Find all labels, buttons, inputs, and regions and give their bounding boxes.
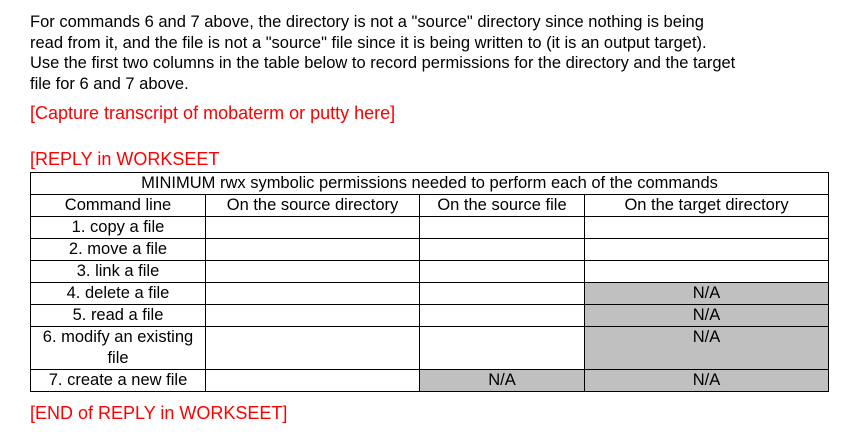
source-file-cell[interactable] <box>420 327 585 370</box>
table-header-row <box>31 195 829 217</box>
target-directory-cell-na: N/A <box>585 305 829 327</box>
command-cell: 4. delete a file <box>31 283 206 305</box>
table-row <box>31 261 829 283</box>
source-directory-cell[interactable] <box>206 217 420 239</box>
command-cell: 1. copy a file <box>31 217 206 239</box>
target-directory-cell[interactable] <box>585 239 829 261</box>
header-target-directory: On the target directory <box>585 195 829 217</box>
header-source-directory: On the source directory <box>206 195 420 217</box>
source-directory-cell[interactable] <box>206 239 420 261</box>
table-row <box>31 239 829 261</box>
source-directory-cell[interactable] <box>206 327 420 370</box>
table-title-row <box>31 173 829 195</box>
instructions-paragraph <box>30 12 830 94</box>
table-row <box>31 283 829 305</box>
source-file-cell[interactable] <box>420 217 585 239</box>
target-directory-cell[interactable] <box>585 217 829 239</box>
source-file-cell[interactable] <box>420 239 585 261</box>
table-row <box>31 327 829 370</box>
table-title: MINIMUM rwx symbolic permissions needed to perform each of the commands <box>31 173 829 195</box>
source-directory-cell[interactable] <box>206 261 420 283</box>
source-file-cell[interactable] <box>420 261 585 283</box>
command-cell: 7. create a new file <box>31 370 206 392</box>
table-row <box>31 217 829 239</box>
command-cell: 5. read a file <box>31 305 206 327</box>
command-cell: 6. modify an existing file <box>31 327 206 370</box>
header-source-file: On the source file <box>420 195 585 217</box>
source-directory-cell[interactable] <box>206 305 420 327</box>
source-file-cell-na: N/A <box>420 370 585 392</box>
table-row <box>31 370 829 392</box>
permissions-table <box>30 172 829 392</box>
reply-start-marker: [REPLY in WORKSEET <box>30 149 220 169</box>
table-row <box>31 305 829 327</box>
target-directory-cell[interactable] <box>585 261 829 283</box>
source-directory-cell[interactable] <box>206 283 420 305</box>
instructions-line: file for 6 and 7 above. <box>30 74 189 93</box>
target-directory-cell-na: N/A <box>585 370 829 392</box>
target-directory-cell-na: N/A <box>585 283 829 305</box>
source-directory-cell[interactable] <box>206 370 420 392</box>
instructions-line: For commands 6 and 7 above, the directory is not a "source" directory since nothing is being <box>30 13 704 31</box>
command-cell: 3. link a file <box>31 261 206 283</box>
target-directory-cell-na: N/A <box>585 327 829 370</box>
source-file-cell[interactable] <box>420 305 585 327</box>
reply-end-marker: [END of REPLY in WORKSEET] <box>30 403 288 423</box>
command-cell: 2. move a file <box>31 239 206 261</box>
source-file-cell[interactable] <box>420 283 585 305</box>
instructions-line: Use the first two columns in the table below to record permissions for the directory and the target <box>30 54 736 72</box>
header-command-line: Command line <box>31 195 206 217</box>
capture-transcript-note: [Capture transcript of mobaterm or putty here] <box>30 103 396 123</box>
instructions-line: read from it, and the file is not a "source" file since it is being written to (it is an output target). <box>30 33 707 52</box>
